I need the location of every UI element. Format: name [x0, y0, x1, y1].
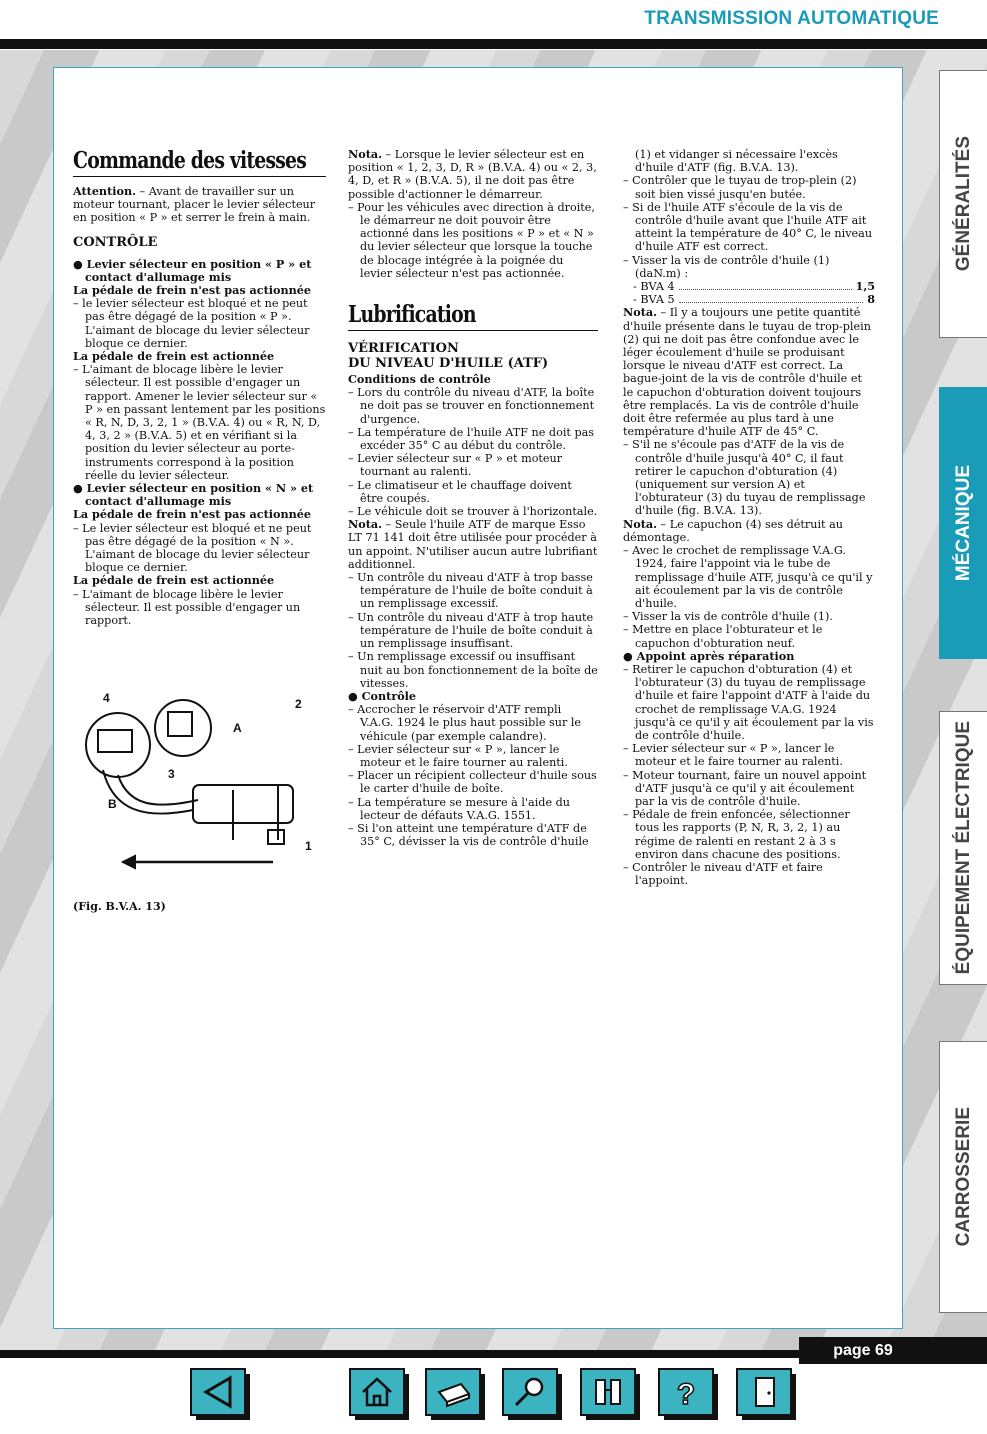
nota-text: – Le capuchon (4) ses détruit au démontage.: [623, 517, 843, 544]
paragraph: – L'aimant de blocage libère le levier sélecteur. Il est possible d'engager un rapport. Amener le levier sélecteur sur « P » en passant lentement par les positions « R, N, D, 3, 2, 1 » (B.V.A. 4) ou « R, N, D, 4, 3, 2 » (B.V.A. 5) et en vérifiant si la position du levier sélecteur au porte-instruments correspond à la position réelle du levier sélecteur.: [73, 363, 326, 482]
paragraph: – L'aimant de blocage libère le levier sélecteur. Il est possible d'engager un rapport.: [73, 587, 301, 628]
tab-carrosserie[interactable]: [939, 1041, 987, 1313]
bullet-heading: ● Contrôle: [348, 688, 417, 703]
paragraph: – Accrocher le réservoir d'ATF rempli V.A.G. 1924 le plus haut possible sur le véhicule (par exemple calandre).: [348, 703, 582, 743]
paragraph: – Pédale de frein enfoncée, sélectionner tous les rapports (P, N, R, 3, 2, 1) au régime de ralenti en restant 2 à 3 s environ dans chacune des positions.: [623, 808, 850, 861]
fig-label-2: 2: [295, 697, 302, 711]
back-button[interactable]: [190, 1368, 246, 1416]
search-button[interactable]: [502, 1368, 558, 1416]
paragraph: – Levier sélecteur sur « P » et moteur tournant au ralenti.: [348, 452, 563, 479]
sub-heading: La pédale de frein n'est pas actionnée: [73, 283, 311, 298]
paragraph: – Mettre en place l'obturateur et le capuchon d'obturation neuf.: [623, 623, 823, 650]
section-heading: VÉRIFICATION: [348, 341, 459, 357]
sub-heading: La pédale de frein n'est pas actionnée: [73, 507, 311, 522]
paragraph: – Retirer le capuchon d'obturation (4) et l'obturateur (3) du tuyau de remplissage d'huile et faire l'appoint d'ATF à l'aide du crochet de remplissage V.A.G. 1924 jusqu'à ce qu'il y ait écoulement par la vis de contrôle d'huile.: [623, 662, 874, 742]
fig-label-4: 4: [103, 691, 110, 705]
tab-label: GÉNÉRALITÉS: [952, 136, 974, 272]
exit-button[interactable]: [736, 1368, 792, 1416]
page-number: page 69: [799, 1337, 987, 1364]
print-icon: [433, 1374, 473, 1410]
paragraph: – Lors du contrôle du niveau d'ATF, la boîte ne doit pas se trouver en fonctionnement d'urgence.: [348, 386, 595, 426]
nota-label: Nota.: [348, 517, 382, 532]
tab-equipement-electrique[interactable]: [939, 711, 987, 985]
paragraph: – Un contrôle du niveau d'ATF à trop basse température de l'huile de boîte conduit à un remplissage excessif.: [348, 571, 593, 611]
column-3: [623, 148, 875, 887]
exit-door-icon: [744, 1374, 784, 1410]
spec-row: [623, 280, 875, 293]
back-arrow-icon: [198, 1374, 238, 1410]
nota-label: Nota.: [623, 305, 657, 320]
nota-label: Nota.: [348, 147, 382, 161]
sub-heading: Conditions de contrôle: [348, 372, 491, 387]
section-heading: DU NIVEAU D'HUILE (ATF): [348, 356, 549, 372]
spec-row: [623, 293, 875, 306]
paragraph: – Le véhicule doit se trouver à l'horizontale.: [348, 505, 598, 519]
paragraph: – Un contrôle du niveau d'ATF à trop haute température de l'huile de boîte conduit à un remplissage insuffisant.: [348, 610, 594, 651]
contents-button[interactable]: [580, 1368, 636, 1416]
bullet-heading: ● Appoint après réparation: [623, 648, 795, 663]
paragraph: – Le climatiseur et le chauffage doivent être coupés.: [348, 478, 572, 505]
nota-text: – Seule l'huile ATF de marque Esso LT 71 141 doit être utilisée pour procéder à un appoint. N'utiliser aucun autre lubrifiant additionnel.: [348, 518, 598, 571]
tab-mecanique[interactable]: [939, 387, 987, 659]
binoculars-icon: [588, 1374, 628, 1410]
heading-rule: [348, 302, 598, 331]
search-icon: [510, 1374, 550, 1410]
fig-label-1: 1: [305, 839, 312, 853]
attention-text: – Avant de travailler sur un moteur tournant, placer le levier sélecteur en position « P » et serrer le frein à main.: [73, 185, 316, 225]
tab-label: CARROSSERIE: [952, 1107, 974, 1247]
paragraph: – Le levier sélecteur est bloqué et ne peut pas être dégagé de la position « N ». L'aimant de blocage du levier sélecteur bloque ce dernier.: [73, 521, 312, 575]
paragraph: – le levier sélecteur est bloqué et ne peut pas être dégagé de la position « P ». L'aimant de blocage du levier sélecteur bloque ce dernier.: [73, 297, 310, 350]
tab-label: MÉCANIQUE: [952, 464, 974, 582]
paragraph: – Contrôler le niveau d'ATF et faire l'appoint.: [623, 860, 823, 888]
paragraph: – Si de l'huile ATF s'écoule de la vis de contrôle d'huile avant que l'huile ATF ait atteint la température de 40° C, le niveau d'huile ATF est correct.: [623, 200, 873, 254]
help-icon: [666, 1374, 706, 1410]
tab-label: ÉQUIPEMENT ÉLECTRIQUE: [952, 721, 974, 975]
paragraph: – Moteur tournant, faire un nouvel appoint d'ATF jusqu'à ce qu'il y ait écoulement par la vis de contrôle d'huile.: [623, 768, 867, 808]
fig-label-A: A: [233, 721, 242, 735]
paragraph: – Visser la vis de contrôle d'huile (1).: [623, 610, 833, 624]
section-title-lubrification: Lubrification: [348, 301, 476, 329]
home-icon: [357, 1374, 397, 1410]
section-heading: CONTRÔLE: [73, 234, 158, 250]
column-1: [73, 148, 326, 627]
figure-bva-13: [73, 690, 323, 880]
help-button[interactable]: [658, 1368, 714, 1416]
tab-generalites[interactable]: [939, 70, 987, 338]
heading-rule: [73, 148, 326, 177]
paragraph: – Levier sélecteur sur « P », lancer le moteur et le faire tourner au ralenti.: [348, 742, 568, 769]
paragraph: – Avec le crochet de remplissage V.A.G. 1924, faire l'appoint via le tube de remplissage d'huile ATF, jusqu'à ce qu'il y ait écoulement par la vis de contrôle d'huile.: [623, 544, 873, 610]
paragraph: – S'il ne s'écoule pas d'ATF de la vis de contrôle d'huile jusqu'à 40° C, il faut retirer le capuchon d'obturation (4) (uniquement sur version A) et l'obturateur (3) du tuyau de remplissage d'huile (fig. B.V.A. 13).: [623, 438, 866, 518]
bullet-heading: ● Levier sélecteur en position « N » et contact d'allumage mis: [73, 481, 314, 509]
spec-label: - BVA 4: [633, 280, 675, 294]
nota-text: – Lorsque le levier sélecteur est en position « 1, 2, 3, D, R » (B.V.A. 4) ou « 2, 3, 4, D, et R » (B.V.A. 5), il ne doit pas être possible d'actionner le démarreur.: [348, 148, 597, 201]
svg-text:?: ?: [676, 1378, 696, 1410]
paragraph: – Un remplissage excessif ou insuffisant nuit au bon fonctionnement de la boîte de vitesses.: [348, 650, 598, 690]
paragraph: – Si l'on atteint une température d'ATF de 35° C, dévisser la vis de contrôle d'huile: [348, 821, 589, 849]
sub-heading: La pédale de frein est actionnée: [73, 573, 275, 588]
fig-label-3: 3: [168, 767, 175, 781]
paragraph: – Visser la vis de contrôle d'huile (1) (daN.m) :: [623, 253, 830, 280]
paragraph: – Placer un récipient collecteur d'huile sous le carter d'huile de boîte.: [348, 769, 597, 796]
paragraph: – Contrôler que le tuyau de trop-plein (2) soit bien vissé jusqu'en butée.: [623, 174, 857, 201]
paragraph: – Pour les véhicules avec direction à droite, le démarreur ne doit pouvoir être actionné dans les positions « P » et « N » du levier sélecteur que lorsque la touche de blocage intégrée à la poignée du levier sélecteur n'est pas actionnée.: [348, 200, 595, 280]
fig-label-B: B: [108, 797, 117, 811]
paragraph: – La température se mesure à l'aide du lecteur de défauts V.A.G. 1551.: [348, 795, 571, 822]
spec-label: - BVA 5: [633, 293, 675, 307]
print-button[interactable]: [425, 1368, 481, 1416]
paragraph: – Levier sélecteur sur « P », lancer le moteur et le faire tourner au ralenti.: [623, 742, 843, 769]
paragraph: (1) et vidanger si nécessaire l'excès d'huile d'ATF (fig. B.V.A. 13).: [635, 148, 838, 175]
nota-text: – Il y a toujours une petite quantité d'huile présente dans le tuyau de trop-plein (2) qui ne doit pas être confondue avec le léger écoulement d'huile se produisant lorsque le niveau d'ATF est correct. La bague-joint de la vis de contrôle d'huile et le capuchon d'obturation doivent toujours être remplacés. La vis de contrôle d'huile doit être refermée au plus tard à une température d'huile ATF de 45° C.: [623, 306, 871, 439]
spec-value: 1,5: [855, 279, 875, 294]
column-2: [348, 148, 598, 848]
sub-heading: La pédale de frein est actionnée: [73, 349, 275, 364]
attention-label: Attention.: [73, 184, 136, 198]
nota-label: Nota.: [623, 516, 657, 531]
home-button[interactable]: [349, 1368, 405, 1416]
top-rule: [0, 39, 987, 49]
section-title: TRANSMISSION AUTOMATIQUE: [644, 8, 939, 29]
paragraph: – La température de l'huile ATF ne doit pas excéder 35° C au début du contrôle.: [348, 425, 595, 453]
page-title: Commande des vitesses: [73, 147, 307, 174]
figure-caption: (Fig. B.V.A. 13): [73, 900, 166, 913]
bullet-heading: ● Levier sélecteur en position « P » et contact d'allumage mis: [73, 256, 312, 284]
spec-value: 8: [867, 292, 875, 307]
